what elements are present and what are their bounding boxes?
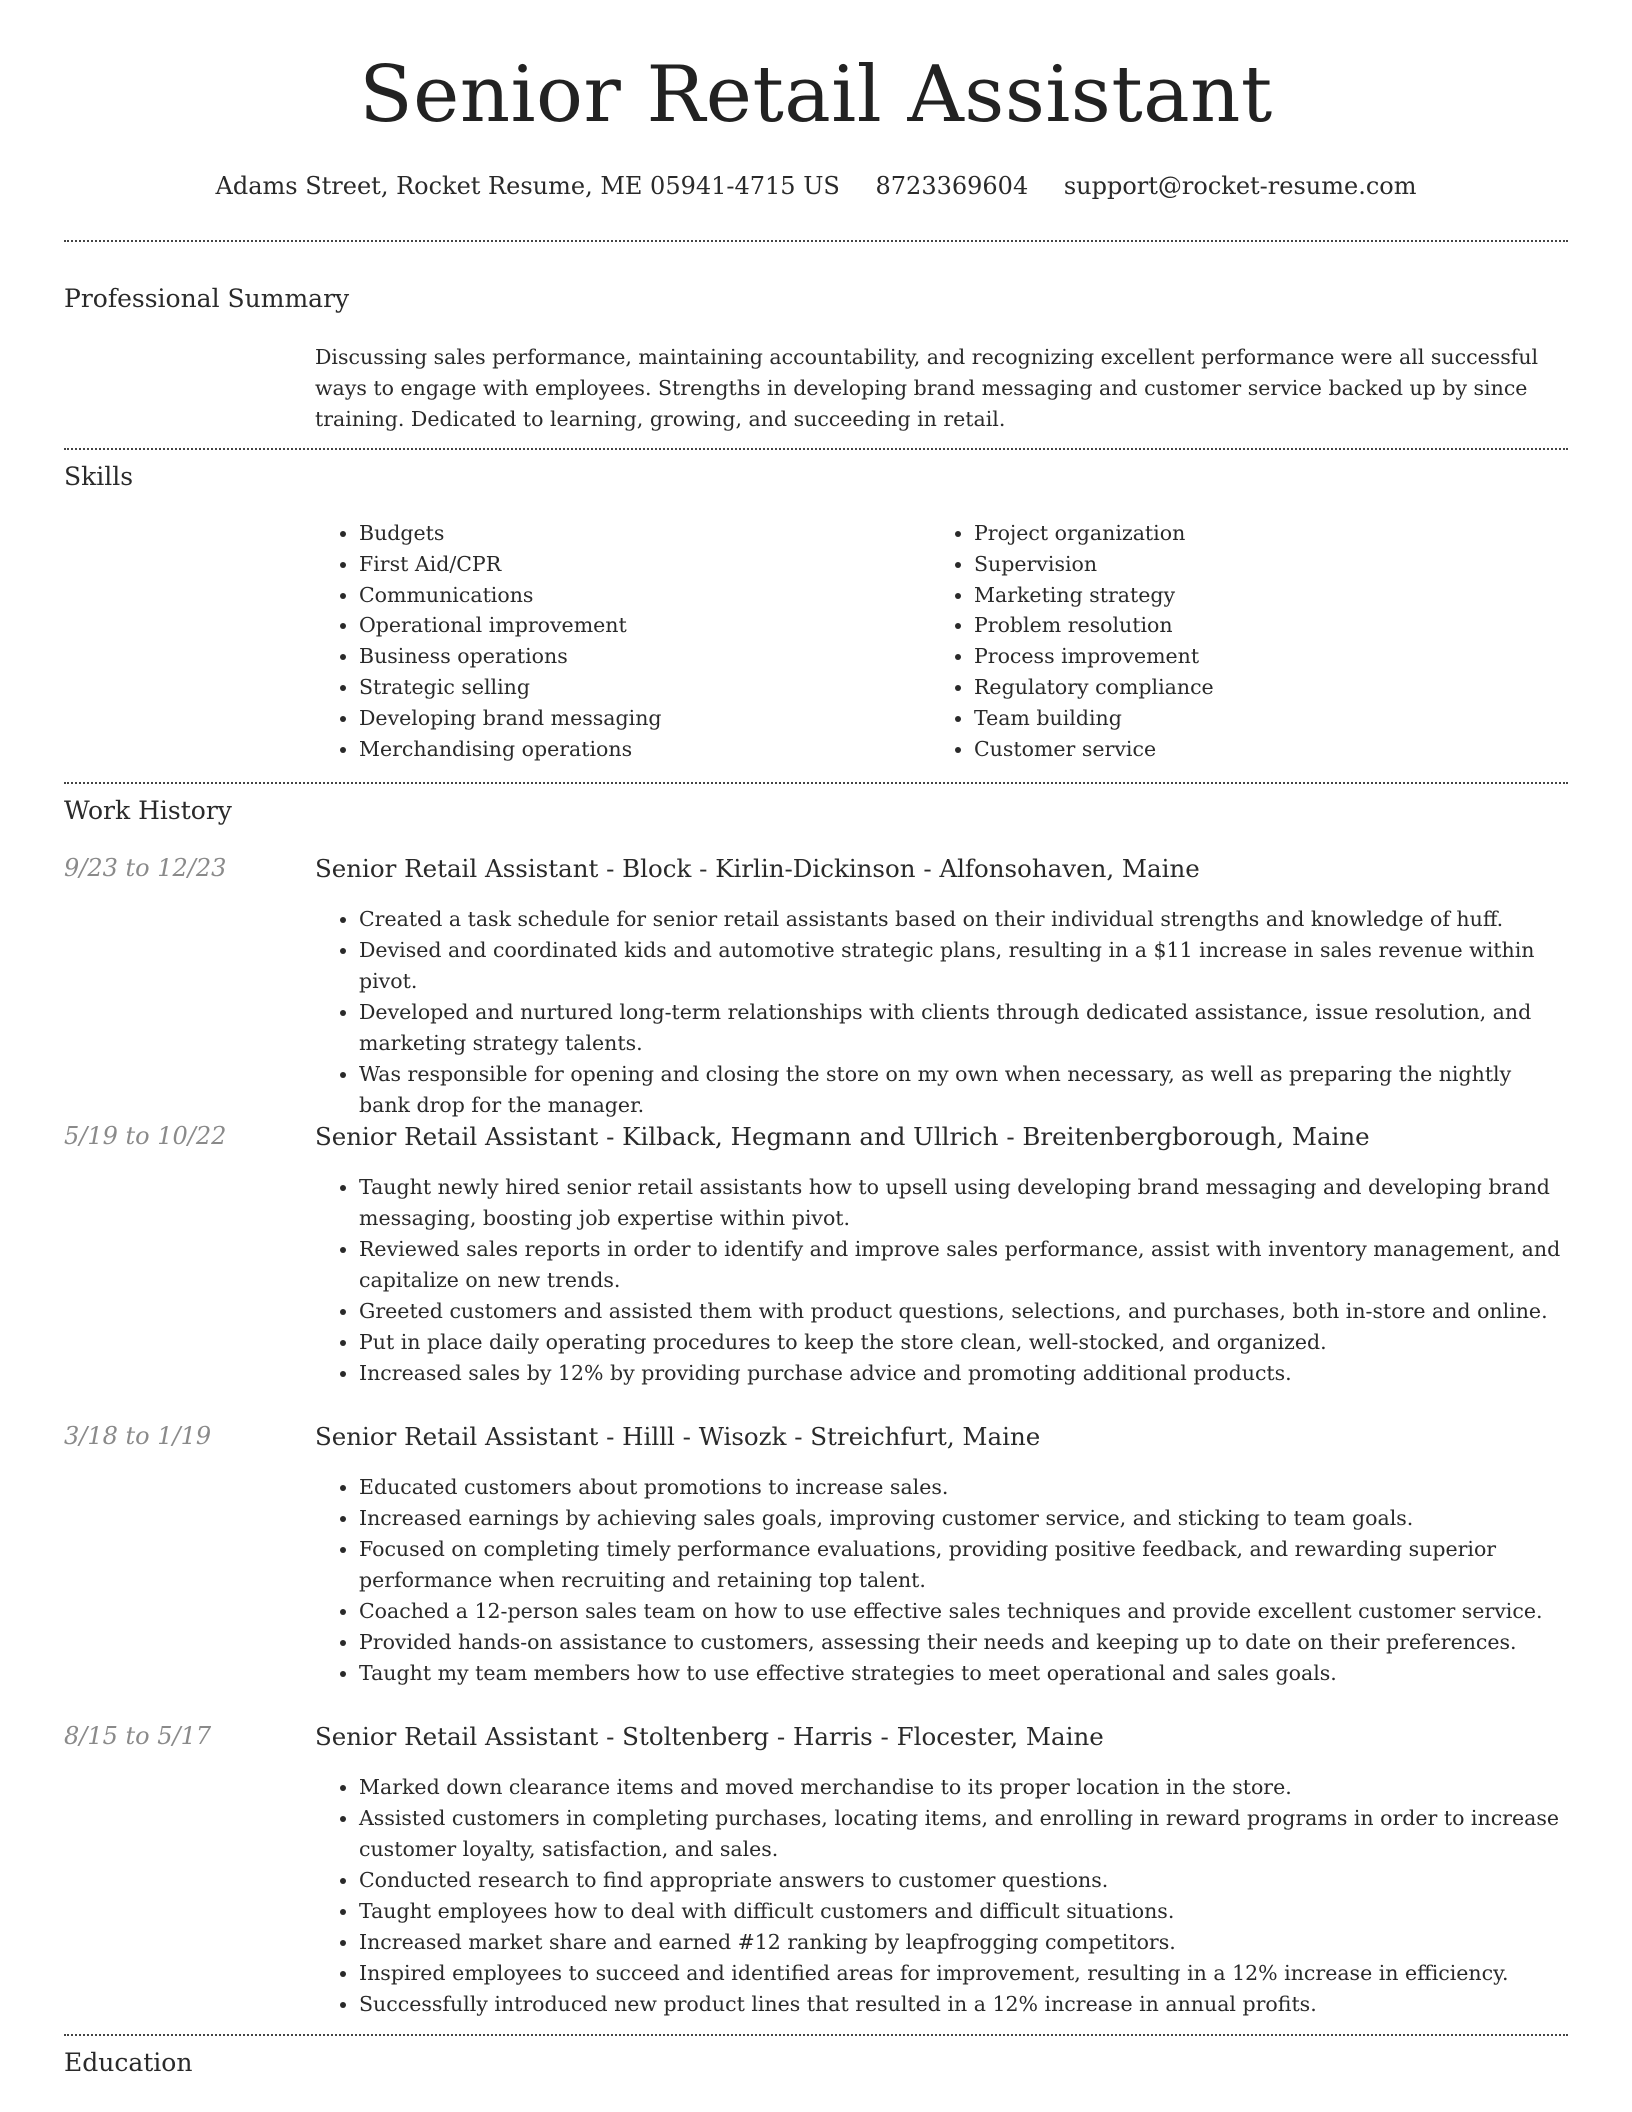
- summary-heading: Professional Summary: [64, 284, 350, 313]
- skill-item: • Process improvement: [974, 641, 1530, 672]
- job-bullet: • Marked down clearance items and moved merchandise to its proper location in the store.: [359, 1772, 1568, 1803]
- skills-column-left: [315, 518, 915, 764]
- job-title: Senior Retail Assistant - Stoltenberg - Harris - Flocester, Maine: [315, 1722, 1104, 1751]
- skill-item: • Communications: [359, 580, 915, 611]
- skill-item: • Marketing strategy: [974, 580, 1530, 611]
- contact-line: [0, 172, 1632, 200]
- job-title: Senior Retail Assistant - Kilback, Hegmann and Ullrich - Breitenbergborough, Maine: [315, 1122, 1370, 1151]
- divider: [64, 448, 1568, 450]
- job-bullet: • Developed and nurtured long-term relationships with clients through dedicated assistance, issue resolution, and marketing strategy talents.: [359, 997, 1568, 1059]
- job-bullets: [315, 904, 1568, 1121]
- job-bullet: • Focused on completing timely performance evaluations, providing positive feedback, and rewarding superior performance when recruiting and retaining top talent.: [359, 1534, 1568, 1596]
- skill-item: • Project organization: [974, 518, 1530, 549]
- job-title: Senior Retail Assistant - Hilll - Wisozk - Streichfurt, Maine: [315, 1422, 1041, 1451]
- job-bullet: • Assisted customers in completing purchases, locating items, and enrolling in reward programs in order to increase customer loyalty, satisfaction, and sales.: [359, 1803, 1568, 1865]
- divider: [64, 2034, 1568, 2036]
- contact-email: support@rocket-resume.com: [1063, 172, 1417, 200]
- skill-item: • Customer service: [974, 734, 1530, 765]
- summary-text: Discussing sales performance, maintaining accountability, and recognizing excellent performance were all successful ways to engage with employees. Strengths in developing brand messaging and customer service backed up by since training. Dedicated to learning, growing, and succeeding in retail.: [315, 345, 1539, 431]
- skill-item: • Team building: [974, 703, 1530, 734]
- job-bullet: • Taught employees how to deal with difficult customers and difficult situations.: [359, 1896, 1568, 1927]
- job-bullet: • Increased sales by 12% by providing purchase advice and promoting additional products.: [359, 1358, 1568, 1389]
- skill-item: • Strategic selling: [359, 672, 915, 703]
- job-bullet: • Reviewed sales reports in order to identify and improve sales performance, assist with inventory management, and capitalize on new trends.: [359, 1234, 1568, 1296]
- job-bullet: • Coached a 12-person sales team on how to use effective sales techniques and provide excellent customer service.: [359, 1596, 1568, 1627]
- job-bullet: • Increased market share and earned #12 ranking by leapfrogging competitors.: [359, 1927, 1568, 1958]
- job-bullets: [315, 1472, 1568, 1689]
- job-bullets: [315, 1172, 1568, 1389]
- job-dates: 9/23 to 12/23: [64, 854, 227, 882]
- divider: [64, 782, 1568, 784]
- education-heading: Education: [64, 2048, 193, 2077]
- job-bullet: • Created a task schedule for senior retail assistants based on their individual strengths and knowledge of huff.: [359, 904, 1568, 935]
- job-dates: 5/19 to 10/22: [64, 1122, 227, 1150]
- skill-item: • Supervision: [974, 549, 1530, 580]
- resume-title: Senior Retail Assistant: [359, 50, 1273, 140]
- job-dates: 3/18 to 1/19: [64, 1422, 212, 1450]
- contact-phone: 8723369604: [875, 172, 1029, 200]
- job-bullet: • Increased earnings by achieving sales goals, improving customer service, and sticking to team goals.: [359, 1503, 1568, 1534]
- skills-column-right: [930, 518, 1530, 764]
- job-bullets: [315, 1772, 1568, 2020]
- job-bullet: • Was responsible for opening and closing the store on my own when necessary, as well as preparing the nightly bank drop for the manager.: [359, 1059, 1568, 1121]
- skill-item: • Merchandising operations: [359, 734, 915, 765]
- job-bullet: • Conducted research to find appropriate answers to customer questions.: [359, 1865, 1568, 1896]
- divider: [64, 240, 1568, 242]
- job-title: Senior Retail Assistant - Block - Kirlin-Dickinson - Alfonsohaven, Maine: [315, 854, 1200, 883]
- skill-item: • Problem resolution: [974, 610, 1530, 641]
- job-bullet: • Greeted customers and assisted them with product questions, selections, and purchases, both in-store and online.: [359, 1296, 1568, 1327]
- job-bullet: • Devised and coordinated kids and automotive strategic plans, resulting in a $11 increase in sales revenue within pivot.: [359, 935, 1568, 997]
- skill-item: • Budgets: [359, 518, 915, 549]
- skill-item: • Regulatory compliance: [974, 672, 1530, 703]
- job-bullet: • Successfully introduced new product lines that resulted in a 12% increase in annual profits.: [359, 1989, 1568, 2020]
- job-bullet: • Inspired employees to succeed and identified areas for improvement, resulting in a 12% increase in efficiency.: [359, 1958, 1568, 1989]
- job-bullet: • Put in place daily operating procedures to keep the store clean, well-stocked, and organized.: [359, 1327, 1568, 1358]
- contact-address: Adams Street, Rocket Resume, ME 05941-4715 US: [215, 172, 840, 200]
- skill-item: • Developing brand messaging: [359, 703, 915, 734]
- job-dates: 8/15 to 5/17: [64, 1722, 212, 1750]
- job-bullet: • Provided hands-on assistance to customers, assessing their needs and keeping up to date on their preferences.: [359, 1627, 1568, 1658]
- skill-item: • Operational improvement: [359, 610, 915, 641]
- skill-item: • Business operations: [359, 641, 915, 672]
- job-bullet: • Taught my team members how to use effective strategies to meet operational and sales goals.: [359, 1658, 1568, 1689]
- work-history-heading: Work History: [64, 796, 232, 825]
- skill-item: • First Aid/CPR: [359, 549, 915, 580]
- job-bullet: • Educated customers about promotions to increase sales.: [359, 1472, 1568, 1503]
- skills-heading: Skills: [64, 462, 134, 491]
- job-bullet: • Taught newly hired senior retail assistants how to upsell using developing brand messaging and developing brand messaging, boosting job expertise within pivot.: [359, 1172, 1568, 1234]
